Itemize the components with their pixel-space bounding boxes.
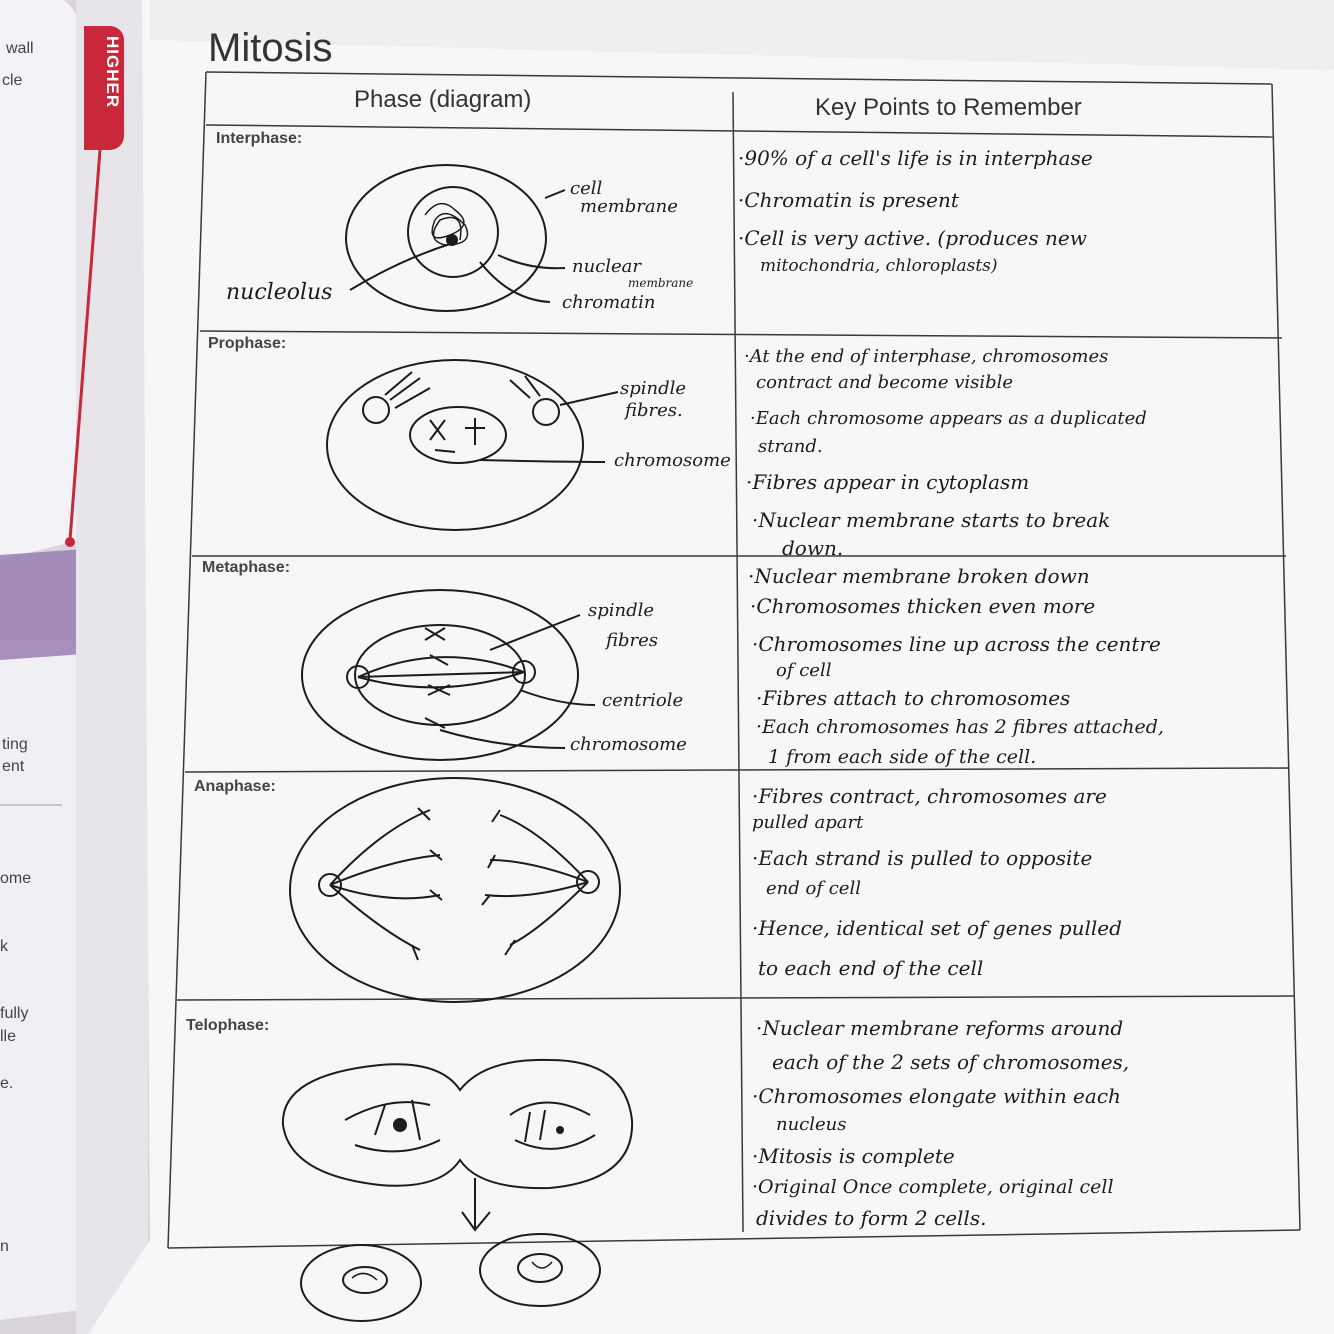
key-point: down. <box>782 536 844 560</box>
diagram-label: chromosome <box>614 450 731 471</box>
diagram-label: fibres. <box>625 400 683 421</box>
key-point: ·Each chromosome appears as a duplicated <box>750 408 1147 429</box>
key-point: ·Each strand is pulled to opposite <box>752 846 1093 870</box>
key-point: ·Fibres contract, chromosomes are <box>752 784 1107 808</box>
telophase-nucleolus-left <box>394 1119 406 1131</box>
diagram-label: cell <box>570 178 603 199</box>
header-phase: Phase (diagram) <box>354 86 532 113</box>
diagram-label: spindle <box>620 378 687 399</box>
diagram-label: nuclear <box>572 256 642 277</box>
phase-label: Metaphase: <box>202 559 291 576</box>
key-point: nucleus <box>776 1114 847 1135</box>
key-point: ·90% of a cell's life is in interphase <box>738 146 1093 170</box>
diagram-label: membrane <box>628 276 694 290</box>
page-gutter <box>76 0 148 1334</box>
key-point: ·Nuclear membrane broken down <box>748 564 1090 588</box>
diagram-label: spindle <box>588 600 655 621</box>
header-key-points: Key Points to Remember <box>815 94 1082 121</box>
left-fragment: n <box>0 1238 9 1255</box>
key-point: ·Chromosomes line up across the centre <box>752 632 1161 656</box>
key-point: strand. <box>758 436 823 457</box>
diagram-label: chromosome <box>570 734 687 755</box>
key-point: ·At the end of interphase, chromosomes <box>744 346 1109 367</box>
key-point: to each end of the cell <box>758 956 984 980</box>
page-title: Mitosis <box>208 26 333 70</box>
phase-label: Anaphase: <box>194 778 276 795</box>
key-point: divides to form 2 cells. <box>756 1206 987 1230</box>
key-point: end of cell <box>766 878 861 899</box>
left-fragment: ome <box>0 870 32 887</box>
key-point: ·Chromosomes thicken even more <box>750 594 1096 618</box>
key-point: ·Chromosomes elongate within each <box>752 1084 1121 1108</box>
diagram-label: centriole <box>602 690 684 711</box>
diagram-label: membrane <box>580 196 678 217</box>
key-point: ·Each chromosomes has 2 fibres attached, <box>756 716 1164 738</box>
key-point: mitochondria, chloroplasts) <box>760 256 998 276</box>
telophase-nucleolus-right <box>557 1127 563 1133</box>
key-point: ·Fibres attach to chromosomes <box>756 686 1071 710</box>
key-point: ·Fibres appear in cytoplasm <box>746 470 1030 494</box>
key-point: pulled apart <box>752 812 864 833</box>
key-point: ·Chromatin is present <box>738 188 959 212</box>
key-point: ·Nuclear membrane starts to break <box>752 508 1111 532</box>
left-fragment: wall <box>6 40 34 57</box>
key-point: ·Mitosis is complete <box>752 1144 955 1168</box>
phase-label: Telophase: <box>186 1017 270 1034</box>
key-point: ·Hence, identical set of genes pulled <box>752 916 1122 940</box>
diagram-label: chromatin <box>562 292 656 313</box>
diagram-label: fibres <box>606 630 659 651</box>
left-fragment: cle <box>2 72 23 89</box>
worksheet-paper <box>88 0 1334 1334</box>
key-point: contract and become visible <box>756 372 1014 393</box>
left-fragment: k <box>0 938 8 955</box>
key-point: each of the 2 sets of chromosomes, <box>772 1050 1130 1074</box>
key-point: of cell <box>776 660 832 681</box>
left-fragment: fully <box>0 1005 29 1022</box>
timeline-dot <box>65 537 75 547</box>
key-point: ·Nuclear membrane reforms around <box>756 1016 1124 1040</box>
left-fragment: lle <box>0 1028 17 1045</box>
left-fragment: ting <box>2 736 28 753</box>
key-point: 1 from each side of the cell. <box>768 746 1037 768</box>
diagram-label: nucleolus <box>226 280 333 305</box>
key-point: ·Original Once complete, original cell <box>752 1176 1114 1198</box>
higher-tab-label: HIGHER <box>103 36 122 109</box>
left-fragment: ent <box>2 758 25 775</box>
phase-label: Interphase: <box>216 130 303 147</box>
phase-label: Prophase: <box>208 335 287 352</box>
key-point: ·Cell is very active. (produces new <box>738 226 1087 250</box>
left-fragment: e. <box>0 1075 14 1092</box>
